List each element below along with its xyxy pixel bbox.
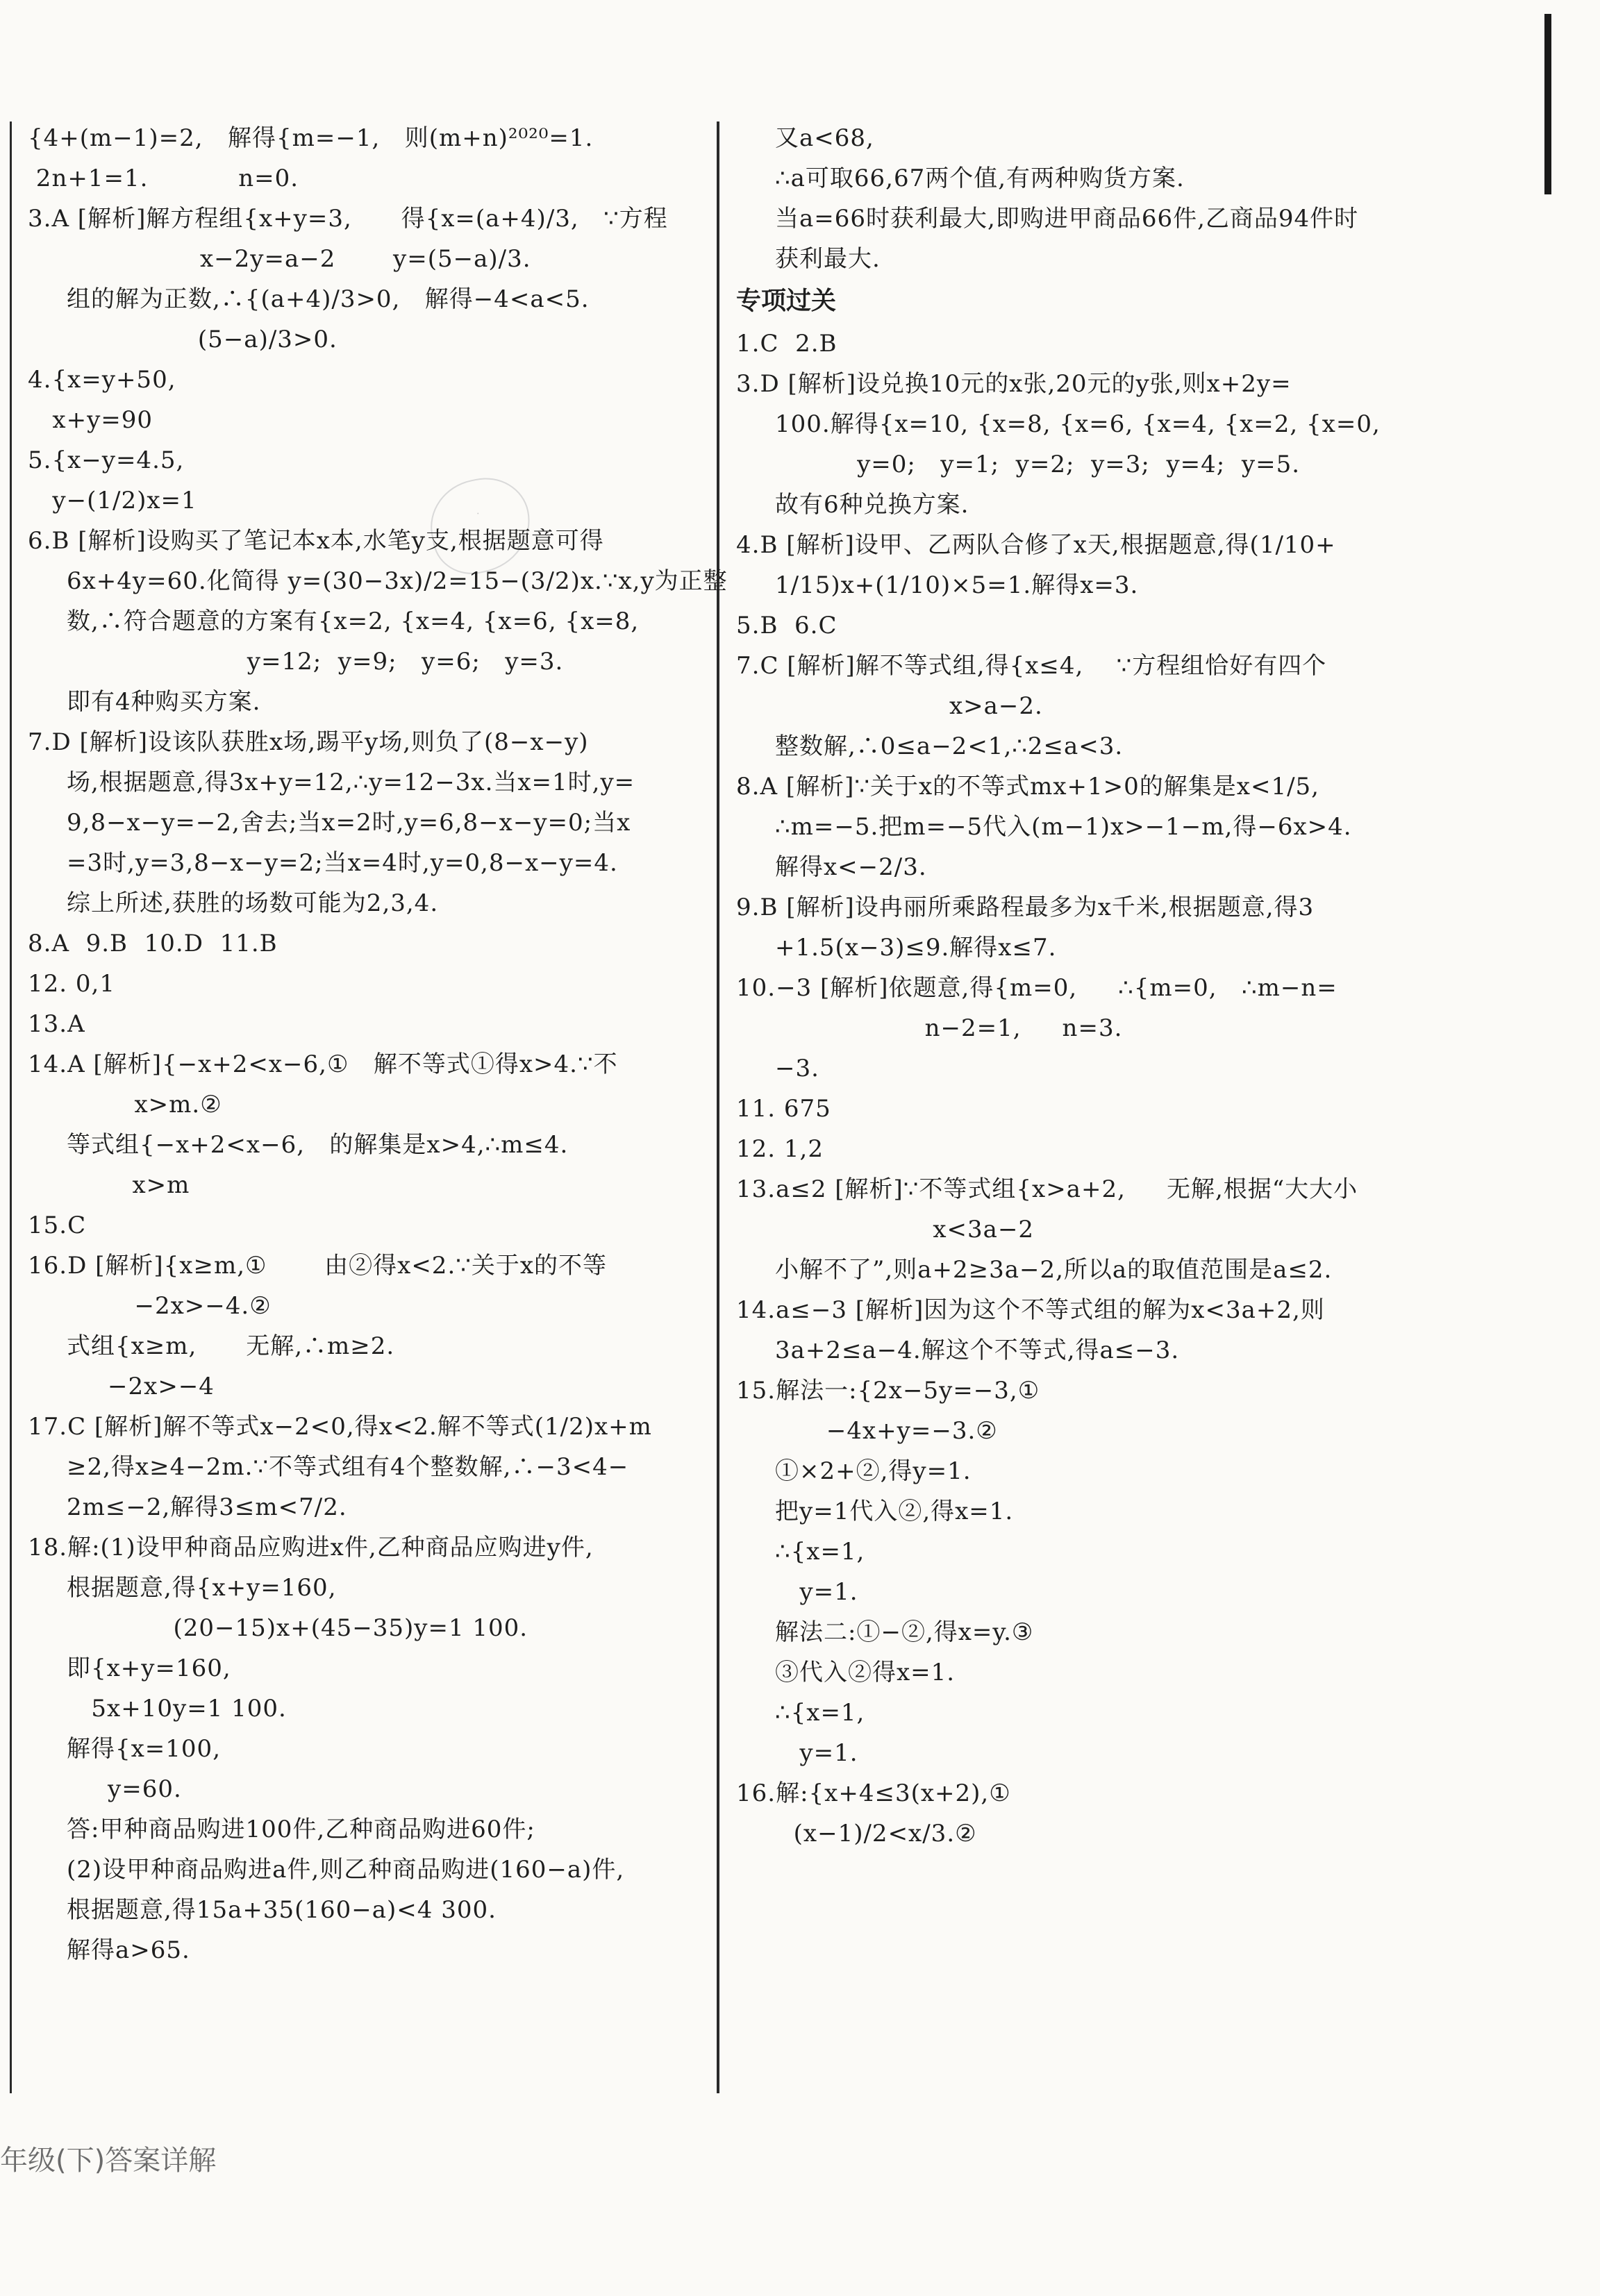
answer-line: 又a<68, [775,124,874,152]
answer-line: 8.A [解析]∵关于x的不等式mx+1>0的解集是x<1/5, [736,773,1319,801]
answer-line: 1/15)x+(1/10)×5=1.解得x=3. [775,571,1139,599]
binding-edge [1544,14,1551,194]
answer-line: ①×2+②,得y=1. [775,1457,972,1485]
left-column [28,118,728,1970]
continued-answer-block [736,118,1431,279]
answer-line: 13.a≤2 [解析]∵不等式组{x>a+2, 无解,根据“大大小 [736,1175,1358,1203]
answer-line: 5.{x−y=4.5, [28,446,185,474]
left-margin-rule [10,121,12,2093]
answer-line: 11. 675 [736,1095,831,1123]
answer-line: 解得{x=100, [67,1735,221,1763]
answer-line: (20−15)x+(45−35)y=1 100. [67,1614,528,1642]
answer-line: 7.C [解析]解不等式组,得{x≤4, ∵方程组恰好有四个 [736,652,1327,680]
answer-line: 3.D [解析]设兑换10元的x张,20元的y张,则x+2y= [736,370,1292,398]
answer-line: 整数解,∴0≤a−2<1,∴2≤a<3. [775,732,1124,760]
answer-line: 根据题意,得15a+35(160−a)<4 300. [67,1896,497,1924]
answer-line: +1.5(x−3)≤9.解得x≤7. [775,934,1057,962]
answer-line: 14.A [解析]{−x+2<x−6,① 解不等式①得x>4.∵不 [28,1050,618,1078]
answer-line: 12. 0,1 [28,970,115,998]
answer-line: x>m.② [28,1091,222,1118]
faint-stamp: · [422,469,540,581]
answer-line: ∴{x=1, [775,1699,865,1727]
answer-line: 式组{x≥m, 无解,∴m≥2. [67,1332,395,1360]
answer-line: 4.B [解析]设甲、乙两队合修了x天,根据题意,得(1/10+ [736,531,1336,559]
answer-line: 解得x<−2/3. [775,853,927,881]
answer-line: 7.D [解析]设该队获胜x场,踢平y场,则负了(8−x−y) [28,728,589,756]
right-column [736,118,1431,1854]
answer-line: y−(1/2)x=1 [28,487,197,514]
answer-line: y=1. [775,1739,858,1767]
answer-line: 15.解法一:{2x−5y=−3,① [736,1377,1040,1405]
answer-line: {4+(m−1)=2, 解得{m=−1, 则(m+n)²⁰²⁰=1. [28,124,594,152]
answer-line: 等式组{−x+2<x−6, 的解集是x>4,∴m≤4. [67,1131,569,1159]
answer-line: 6x+4y=60.化简得 y=(30−3x)/2=15−(3/2)x.∵x,y为正整 [67,567,728,595]
answer-line: 组的解为正数,∴{(a+4)/3>0, 解得−4<a<5. [67,285,590,313]
answer-line: y=1. [775,1578,858,1606]
answer-line: 4.{x=y+50, [28,366,176,394]
special-practice-answers [736,324,1431,1854]
answer-line: 12. 1,2 [736,1135,824,1163]
answer-line: 综上所述,获胜的场数可能为2,3,4. [67,889,439,917]
answer-line: 8.A 9.B 10.D 11.B [28,930,278,957]
answer-line: 3a+2≤a−4.解这个不等式,得a≤−3. [775,1336,1180,1364]
answer-line: 把y=1代入②,得x=1. [775,1498,1014,1525]
answer-line: 18.解:(1)设甲种商品应购进x件,乙种商品应购进y件, [28,1534,594,1561]
answer-line: 小解不了”,则a+2≥3a−2,所以a的取值范围是a≤2. [775,1256,1333,1284]
answer-line: 2n+1=1. n=0. [28,165,299,192]
answer-line: 16.解:{x+4≤3(x+2),① [736,1779,1011,1807]
answer-line: 根据题意,得{x+y=160, [67,1574,337,1602]
answer-line: 15.C [28,1212,87,1239]
answer-line: −2x>−4.② [28,1292,272,1320]
answer-line: 故有6种兑换方案. [775,491,969,519]
answer-line: 9,8−x−y=−2,舍去;当x=2时,y=6,8−x−y=0;当x [67,809,631,837]
answer-line: ∴{x=1, [775,1538,865,1566]
answer-line: 5.B 6.C [736,612,838,639]
answer-line: =3时,y=3,8−x−y=2;当x=4时,y=0,8−x−y=4. [67,849,618,877]
answer-line: 9.B [解析]设冉丽所乘路程最多为x千米,根据题意,得3 [736,894,1315,921]
answer-line: y=0; y=1; y=2; y=3; y=4; y=5. [775,451,1301,478]
answer-line: x+y=90 [28,406,153,434]
answer-line: 6.B [解析]设购买了笔记本x本,水笔y支,根据题意可得 [28,527,604,555]
answer-line: 16.D [解析]{x≥m,① 由②得x<2.∵关于x的不等 [28,1252,608,1280]
answer-line: ∴a可取66,67两个值,有两种购货方案. [775,165,1185,192]
answer-line: y=12; y=9; y=6; y=3. [67,648,564,676]
section-heading: 专项过关 [736,287,837,315]
answer-line: 当a=66时获利最大,即购进甲商品66件,乙商品94件时 [775,205,1359,233]
answer-line: 5x+10y=1 100. [67,1695,287,1723]
answer-line: y=60. [67,1775,182,1803]
answer-line: 答:甲种商品购进100件,乙种商品购进60件; [67,1816,535,1843]
answer-line: −3. [775,1055,819,1082]
answer-line: 14.a≤−3 [解析]因为这个不等式组的解为x<3a+2,则 [736,1296,1325,1324]
answer-line: n−2=1, n=3. [736,1014,1123,1042]
answer-line: (x−1)/2<x/3.② [736,1820,977,1847]
answer-line: (2)设甲种商品购进a件,则乙种商品购进(160−a)件, [67,1856,625,1884]
page-footer: 年级(下)答案详解 [0,2145,217,2177]
answer-line: ∴m=−5.把m=−5代入(m−1)x>−1−m,得−6x>4. [775,813,1352,841]
answer-line: 解法二:①−②,得x=y.③ [775,1618,1034,1646]
answer-line: ≥2,得x≥4−2m.∵不等式组有4个整数解,∴−3<4− [67,1453,629,1481]
answer-line: −4x+y=−3.② [736,1417,998,1445]
answer-line: 获利最大. [775,245,881,273]
answer-line: 13.A [28,1010,85,1038]
answer-line: 2m≤−2,解得3≤m<7/2. [67,1493,347,1521]
answer-line: 1.C 2.B [736,330,838,358]
answer-line: x>a−2. [736,692,1043,720]
answer-line: 即{x+y=160, [67,1654,231,1682]
answer-line: x<3a−2 [736,1216,1035,1243]
answer-line: 场,根据题意,得3x+y=12,∴y=12−3x.当x=1时,y= [67,769,635,796]
answer-line: (5−a)/3>0. [67,326,338,353]
answer-line: 3.A [解析]解方程组{x+y=3, 得{x=(a+4)/3, ∵方程 [28,205,668,233]
answer-line: 解得a>65. [67,1936,190,1964]
answer-line: x−2y=a−2 y=(5−a)/3. [28,245,531,273]
answer-line: −2x>−4 [67,1373,215,1400]
answer-line: 100.解得{x=10, {x=8, {x=6, {x=4, {x=2, {x=0, [775,410,1381,438]
answer-line: x>m [67,1171,190,1199]
answer-line: 数,∴符合题意的方案有{x=2, {x=4, {x=6, {x=8, [67,607,640,635]
answer-line: ③代入②得x=1. [775,1659,956,1686]
answer-line: 即有4种购买方案. [67,688,261,716]
answer-line: 17.C [解析]解不等式x−2<0,得x<2.解不等式(1/2)x+m [28,1413,652,1441]
answer-line: 10.−3 [解析]依题意,得{m=0, ∴{m=0, ∴m−n= [736,974,1338,1002]
